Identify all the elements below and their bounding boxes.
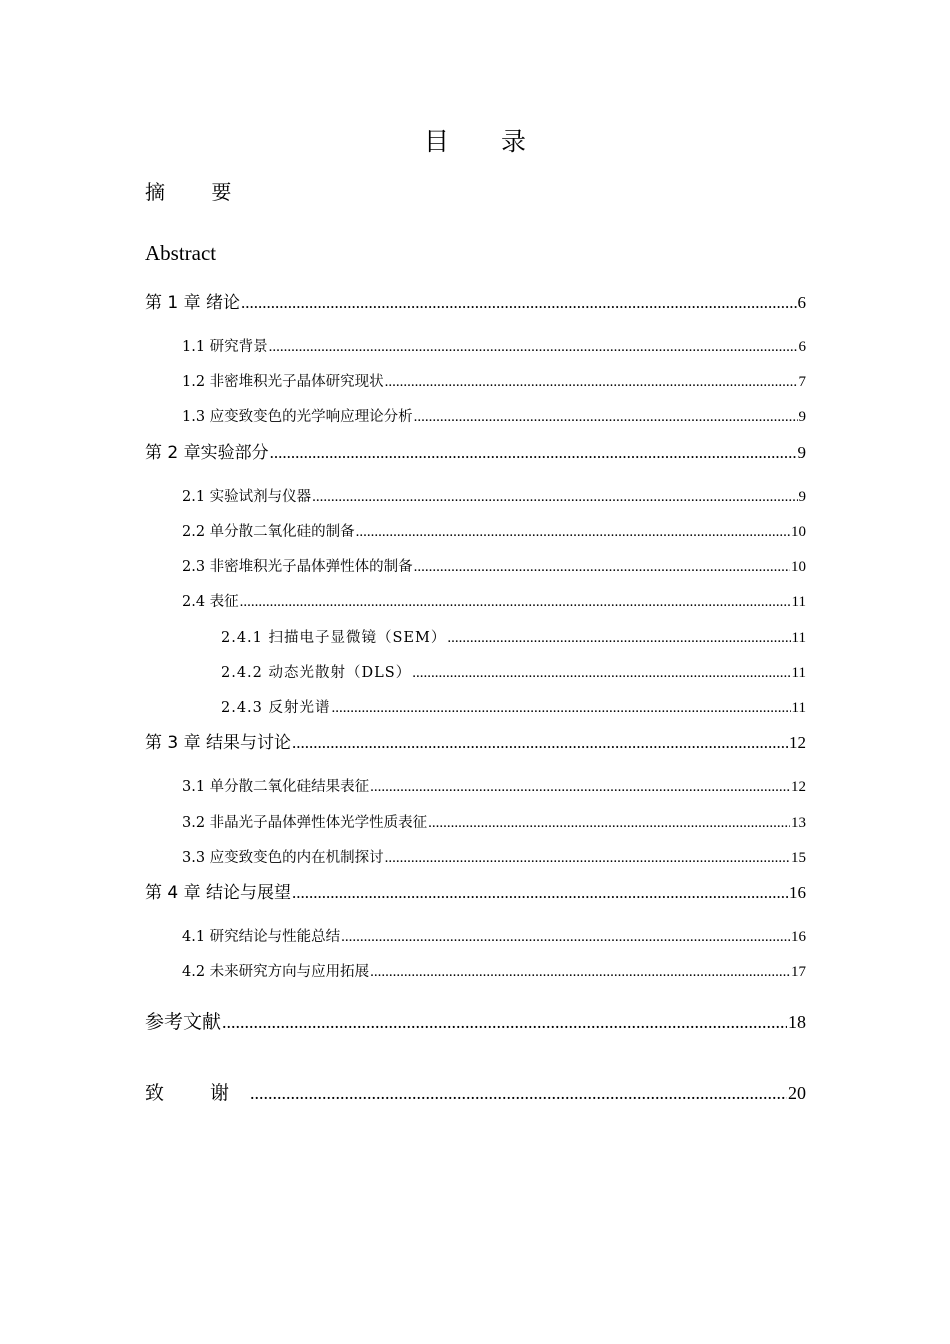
toc-label: 1.1 研究背景: [182, 339, 268, 355]
toc-label: 参考文献: [145, 1011, 222, 1033]
toc-label: 第 4 章 结论与展望: [145, 883, 292, 903]
toc-label: 4.1 研究结论与性能总结: [182, 929, 341, 945]
toc-label: 2.4.1 扫描电子显微镜（SEM）: [221, 630, 447, 646]
toc-page-number: 9: [798, 489, 806, 505]
toc-label: 2.4.2 动态光散射（DLS）: [221, 665, 412, 681]
toc-page-number: 17: [791, 964, 806, 980]
dot-leader: [370, 776, 790, 798]
toc-page-number: 11: [791, 700, 806, 716]
dot-leader: [341, 926, 790, 948]
toc-subsection-2-4-3[interactable]: [221, 697, 806, 719]
toc-subsection-2-4-2[interactable]: [221, 662, 806, 684]
toc-subsection-2-4-1[interactable]: [221, 627, 806, 649]
dot-leader: [414, 406, 798, 428]
toc-page-number: 9: [798, 409, 806, 425]
toc-page-number: 13: [791, 815, 806, 831]
dot-leader: [292, 880, 788, 906]
toc-chapter-3[interactable]: [145, 730, 806, 756]
toc-label: 第 2 章实验部分: [145, 443, 269, 463]
toc-section-3-3[interactable]: [182, 847, 806, 869]
toc-page-number: 6: [797, 293, 806, 312]
toc-page-number: 11: [791, 665, 806, 681]
toc-section-1-1[interactable]: [182, 336, 806, 358]
dot-leader: [414, 556, 790, 578]
toc-page-number: 16: [791, 929, 806, 945]
toc-acknowledgements[interactable]: [145, 1079, 806, 1107]
dot-leader: [447, 627, 790, 649]
toc-chapter-4[interactable]: [145, 880, 806, 906]
dot-leader: [412, 662, 790, 684]
toc-section-2-1[interactable]: [182, 486, 806, 508]
toc-page-number: 10: [791, 559, 806, 575]
toc-section-3-1[interactable]: [182, 776, 806, 798]
dot-leader: [332, 697, 791, 719]
abstract-cn-heading: 摘 要: [145, 180, 252, 204]
toc-label: 2.4 表征: [182, 594, 239, 610]
toc-page-number: 7: [798, 374, 806, 390]
toc-label: 3.2 非晶光子晶体弹性体光学性质表征: [182, 815, 428, 831]
toc-section-3-2[interactable]: [182, 812, 806, 834]
toc-section-1-3[interactable]: [182, 406, 806, 428]
toc-page-number: 18: [788, 1012, 806, 1032]
toc-references[interactable]: [145, 1008, 806, 1036]
dot-leader: [428, 812, 790, 834]
toc-chapter-2[interactable]: [145, 440, 806, 466]
toc-page-number: 11: [791, 630, 806, 646]
toc-page-number: 16: [789, 883, 806, 902]
dot-leader: [385, 847, 790, 869]
toc-section-4-2[interactable]: [182, 961, 806, 983]
toc-label: 1.2 非密堆积光子晶体研究现状: [182, 374, 384, 390]
toc-section-2-3[interactable]: [182, 556, 806, 578]
toc-label: 3.3 应变致变色的内在机制探讨: [182, 850, 384, 866]
toc-label: 致 谢: [145, 1082, 250, 1104]
toc-label: 2.2 单分散二氧化硅的制备: [182, 524, 355, 540]
toc-page-number: 20: [788, 1083, 806, 1103]
dot-leader: [241, 290, 796, 316]
toc-section-1-2[interactable]: [182, 371, 806, 393]
toc-section-2-4[interactable]: [182, 591, 806, 613]
dot-leader: [270, 440, 797, 466]
dot-leader: [222, 1008, 787, 1036]
dot-leader: [385, 371, 798, 393]
toc-label: 1.3 应变致变色的光学响应理论分析: [182, 409, 413, 425]
toc-label: 第 3 章 结果与讨论: [145, 733, 292, 753]
toc-label: 2.1 实验试剂与仪器: [182, 489, 312, 505]
toc-page-number: 9: [797, 443, 806, 462]
toc-label: 第 1 章 绪论: [145, 293, 241, 313]
toc-page-number: 12: [791, 779, 806, 795]
dot-leader: [292, 730, 788, 756]
dot-leader: [240, 591, 791, 613]
toc-label: 4.2 未来研究方向与应用拓展: [182, 964, 370, 980]
toc-section-2-2[interactable]: [182, 521, 806, 543]
page-title: 目 录: [424, 127, 548, 156]
dot-leader: [312, 486, 797, 508]
toc-label: 3.1 单分散二氧化硅结果表征: [182, 779, 370, 795]
dot-leader: [356, 521, 790, 543]
toc-page-number: 12: [789, 733, 806, 752]
toc-page-number: 6: [798, 339, 806, 355]
toc-page-number: 15: [791, 850, 806, 866]
toc-label: 2.4.3 反射光谱: [221, 700, 331, 716]
toc-page-number: 11: [791, 594, 806, 610]
toc-section-4-1[interactable]: [182, 926, 806, 948]
dot-leader: [250, 1079, 787, 1107]
toc-page-number: 10: [791, 524, 806, 540]
toc-chapter-1[interactable]: [145, 290, 806, 316]
dot-leader: [269, 336, 798, 358]
dot-leader: [370, 961, 790, 983]
abstract-en-heading: Abstract: [145, 241, 217, 265]
toc-label: 2.3 非密堆积光子晶体弹性体的制备: [182, 559, 413, 575]
